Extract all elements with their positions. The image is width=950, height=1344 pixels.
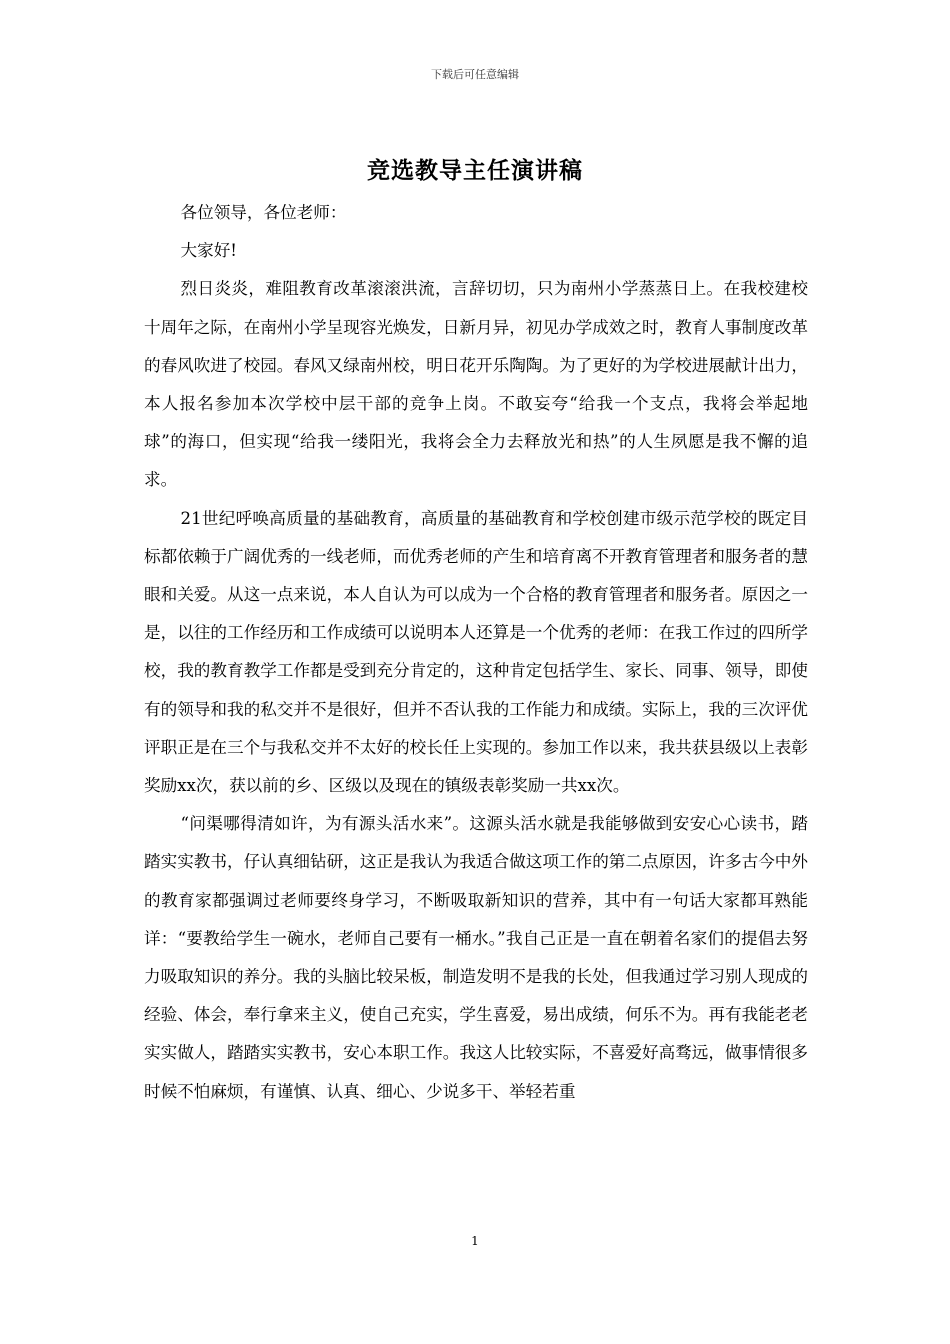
header-note: 下载后可任意编辑 — [431, 68, 519, 81]
page-number: 1 — [471, 1234, 479, 1248]
paragraph-reason-one: 21世纪呼唤高质量的基础教育，高质量的基础教育和学校创建市级示范学校的既定目标都依赖于广阔优秀的一线老师，而优秀老师的产生和培育离不开教育管理者和服务者的慧眼和关爱。从这一点来说，本人自认为可以成为一个合格的教育管理者和服务者。原因之一是，以往的工作经历和工作成绩可以说明本人还算是一个优秀的老师：在我工作过的四所学校，我的教育教学工作都是受到充分肯定的，这种肯定包括学生、家长、同事、领导，即使有的领导和我的私交并不是很好，但并不否认我的工作能力和成绩。实际上，我的三次评优评职正是在三个与我私交并不太好的校长任上实现的。参加工作以来，我共获县级以上表彰奖励xx次，获以前的乡、区级以及现在的镇级表彰奖励一共xx次。 — [144, 508, 808, 796]
document-body — [144, 194, 808, 1111]
paragraph-intro: 烈日炎炎，难阻教育改革滚滚洪流，言辞切切，只为南州小学蒸蒸日上。在我校建校十周年之际，在南州小学呈现容光焕发，日新月异，初见办学成效之时，教育人事制度改革的春风吹进了校园。春风又绿南州校，明日花开乐陶陶。为了更好的为学校进展献计出力，本人报名参加本次学校中层干部的竞争上岗。不敢妄夸“给我一个支点，我将会举起地球”的海口，但实现“给我一缕阳光，我将会全力去释放光和热”的人生夙愿是我不懈的追求。 — [144, 279, 808, 490]
paragraph-reason-two: “问渠哪得清如许，为有源头活水来”。这源头活水就是我能够做到安安心心读书，踏踏实实教书，仔认真细钻研，这正是我认为我适合做这项工作的第二点原因，许多古今中外的教育家都强调过老师要终身学习，不断吸取新知识的营养，其中有一句话大家都耳熟能详：“要教给学生一碗水，老师自己要有一桶水。”我自己正是一直在朝着名家们的提倡去努力吸取知识的养分。我的头脑比较呆板，制造发明不是我的长处，但我通过学习别人现成的经验、体会，奉行拿来主义，使自己充实，学生喜爱，易出成绩，何乐不为。再有我能老老实实做人，踏踏实实教书，安心本职工作。我这人比较实际，不喜爱好高骛远，做事情很多时候不怕麻烦，有谨慎、认真、细心、少说多干、举轻若重 — [144, 814, 808, 1101]
document-title: 竞选教导主任演讲稿 — [367, 157, 583, 184]
salutation: 各位领导，各位老师： — [180, 203, 347, 222]
greeting: 大家好! — [180, 241, 237, 261]
